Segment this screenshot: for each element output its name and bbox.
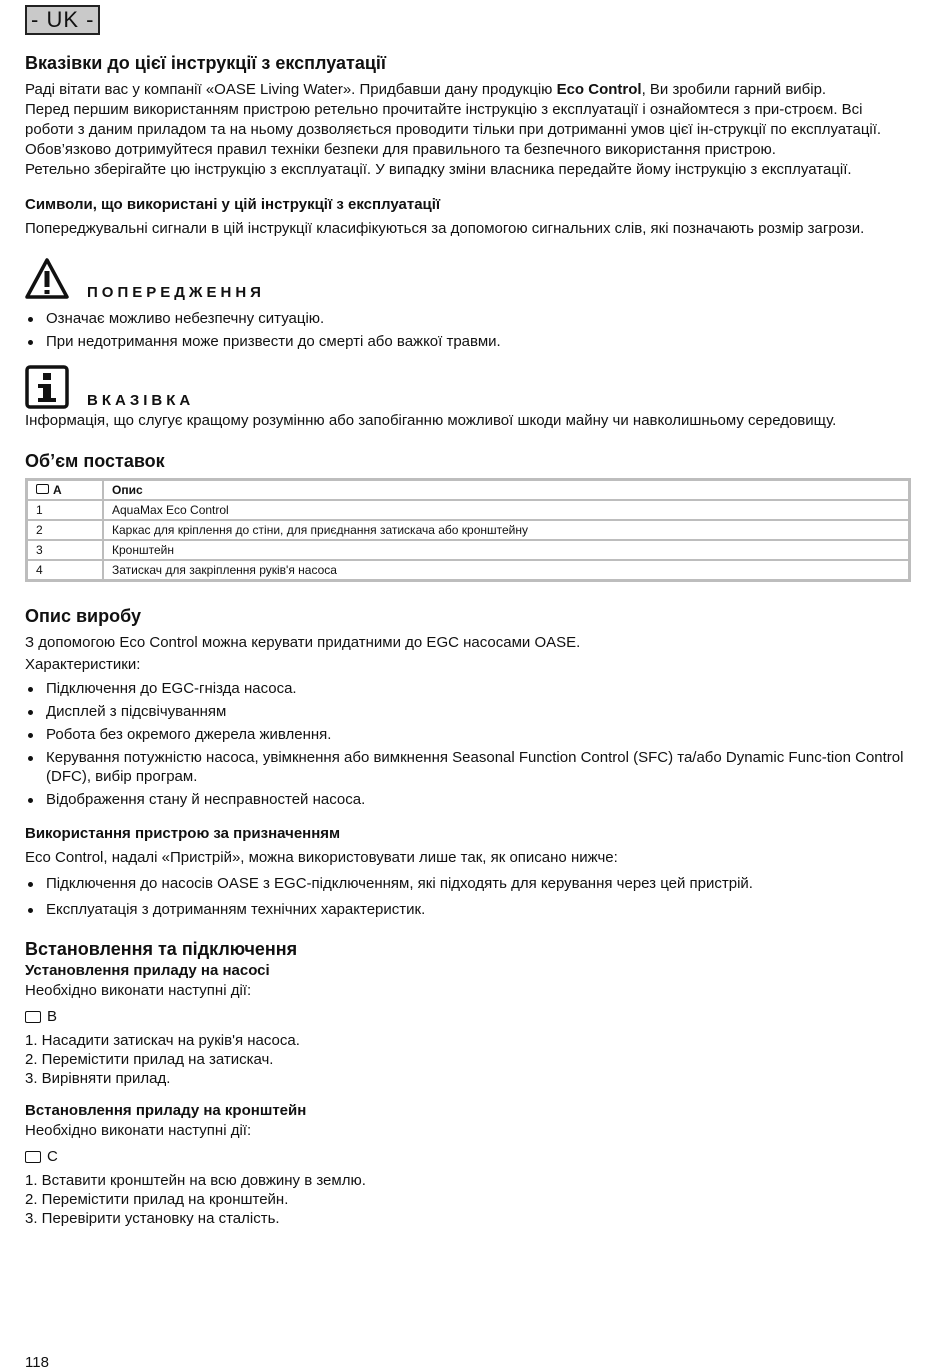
install-pump-title: Установлення приладу на насосі <box>25 962 270 979</box>
list-item: Робота без окремого джерела живлення. <box>25 725 913 744</box>
step-item: 1. Насадити затискач на руків'я насоса. <box>25 1032 300 1049</box>
intended-use-intro: Eco Control, надалі «Пристрій», можна використовувати лише так, як описано нижче: <box>25 849 618 866</box>
warning-signal-word: ПОПЕРЕДЖЕННЯ <box>87 284 265 301</box>
figure-reference-c <box>25 1147 913 1167</box>
table-row <box>27 500 909 520</box>
note-signal-word: ВКАЗІВКА <box>87 392 195 409</box>
step-item: 2. Перемістити прилад на затискач. <box>25 1051 274 1068</box>
product-name: Eco Control <box>556 81 642 98</box>
symbols-text: Попереджувальні сигнали в цій інструкції класифікуються за допомогою сигнальних слів, які позначають розмір загрози. <box>25 220 865 237</box>
installation-title: Встановлення та підключення <box>25 939 298 959</box>
list-item: Означає можливо небезпечну ситуацію. <box>25 309 913 328</box>
install-bracket-intro: Необхідно виконати наступні дії: <box>25 1122 252 1139</box>
table-row <box>27 520 909 540</box>
table-header-row <box>27 480 909 500</box>
header-figure-label: A <box>53 483 62 497</box>
intro-paragraph-1 <box>25 80 913 100</box>
list-item: Підключення до насосів OASE з EGC-підключенням, які підходять для керування через цей пристрій. <box>25 874 913 893</box>
warning-block <box>25 257 913 351</box>
figure-icon <box>25 1011 41 1023</box>
intro-paragraph-3: Обов’язково дотримуйтеся правил техніки безпеки для правильного та безпечного використання пристрою. <box>25 141 776 158</box>
list-item: При недотримання може призвести до смерті або важкої травми. <box>25 332 913 351</box>
figure-icon <box>25 1151 41 1163</box>
list-item: Відображення стану й несправностей насоса. <box>25 790 913 809</box>
list-item: Експлуатація з дотриманням технічних характеристик. <box>25 900 913 919</box>
install-pump-intro: Необхідно виконати наступні дії: <box>25 982 252 999</box>
intro-title: Вказівки до цієї інструкції з експлуатації <box>25 53 386 73</box>
intro-paragraph-2: Перед першим використанням пристрою ретельно прочитайте інструкцію з експлуатації і ознайомтеся з при-строєм. Всі роботи з даним приладом та на ньому дозволяється проводити тільки при дотриманні умов цієї ін-струкції по експлуатації. <box>25 101 882 138</box>
warning-triangle-icon <box>25 257 69 301</box>
install-bracket-steps <box>25 1171 913 1228</box>
table-cell-description: Каркас для кріплення до стіни, для приєднання затискача або кронштейну <box>103 520 909 540</box>
table-header-description: Опис <box>103 480 909 500</box>
language-tag: - UK - <box>25 5 100 35</box>
warning-list <box>25 309 913 351</box>
intro-p1-part-c: , Ви зробили гарний вибір. <box>641 81 827 98</box>
figure-icon <box>36 484 49 494</box>
list-item: Дисплей з підсвічуванням <box>25 702 913 721</box>
table-cell-number: 2 <box>27 520 103 540</box>
scope-title: Об’єм поставок <box>25 451 165 471</box>
note-text: Інформація, що слугує кращому розумінню або запобіганню можливої шкоди майну чи навколишньому середовищу. <box>25 412 837 429</box>
install-pump-steps <box>25 1031 913 1088</box>
step-item: 2. Перемістити прилад на кронштейн. <box>25 1191 289 1208</box>
page-number: 118 <box>25 1354 49 1371</box>
note-header <box>25 365 913 409</box>
table-row <box>27 560 909 580</box>
list-item: Керування потужністю насоса, увімкнення або вимкнення Seasonal Function Control (SFC) та/або Dynamic Func-tion Control (DFC), вибір програм. <box>25 748 913 786</box>
symbols-title: Символи, що використані у цій інструкції з експлуатації <box>25 196 441 213</box>
table-cell-description: AquaMax Eco Control <box>103 500 909 520</box>
intended-use-title: Використання пристрою за призначенням <box>25 825 341 842</box>
intro-p1-part-a: Раді вітати вас у компанії «OASE Living Water». Придбавши дану продукцію <box>25 81 557 98</box>
intro-paragraph-4: Ретельно зберігайте цю інструкцію з експлуатації. У випадку зміни власника передайте йому інструкцію з експлуатації. <box>25 161 852 178</box>
product-intro: З допомогою Eco Control можна керувати придатними до EGC насосами OASE. <box>25 634 581 651</box>
table-header-figure <box>27 480 103 500</box>
list-item: Підключення до EGC-гнізда насоса. <box>25 679 913 698</box>
table-cell-description: Затискач для закріплення руків'я насоса <box>103 560 909 580</box>
step-item: 3. Вирівняти прилад. <box>25 1070 171 1087</box>
scope-table <box>25 478 911 582</box>
figure-reference-b <box>25 1007 913 1027</box>
warning-header <box>25 257 913 301</box>
install-bracket-title: Встановлення приладу на кронштейн <box>25 1102 307 1119</box>
table-cell-description: Кронштейн <box>103 540 909 560</box>
table-cell-number: 3 <box>27 540 103 560</box>
intended-use-list <box>25 874 913 919</box>
table-cell-number: 1 <box>27 500 103 520</box>
product-title: Опис виробу <box>25 606 141 626</box>
figure-label: C <box>47 1148 58 1165</box>
page-content <box>25 5 913 1228</box>
features-label: Характеристики: <box>25 656 141 673</box>
features-list <box>25 679 913 809</box>
figure-label: B <box>47 1008 58 1025</box>
step-item: 3. Перевірити установку на сталість. <box>25 1210 280 1227</box>
step-item: 1. Вставити кронштейн на всю довжину в землю. <box>25 1172 366 1189</box>
table-cell-number: 4 <box>27 560 103 580</box>
note-block <box>25 365 913 431</box>
info-icon <box>25 365 69 409</box>
table-row <box>27 540 909 560</box>
